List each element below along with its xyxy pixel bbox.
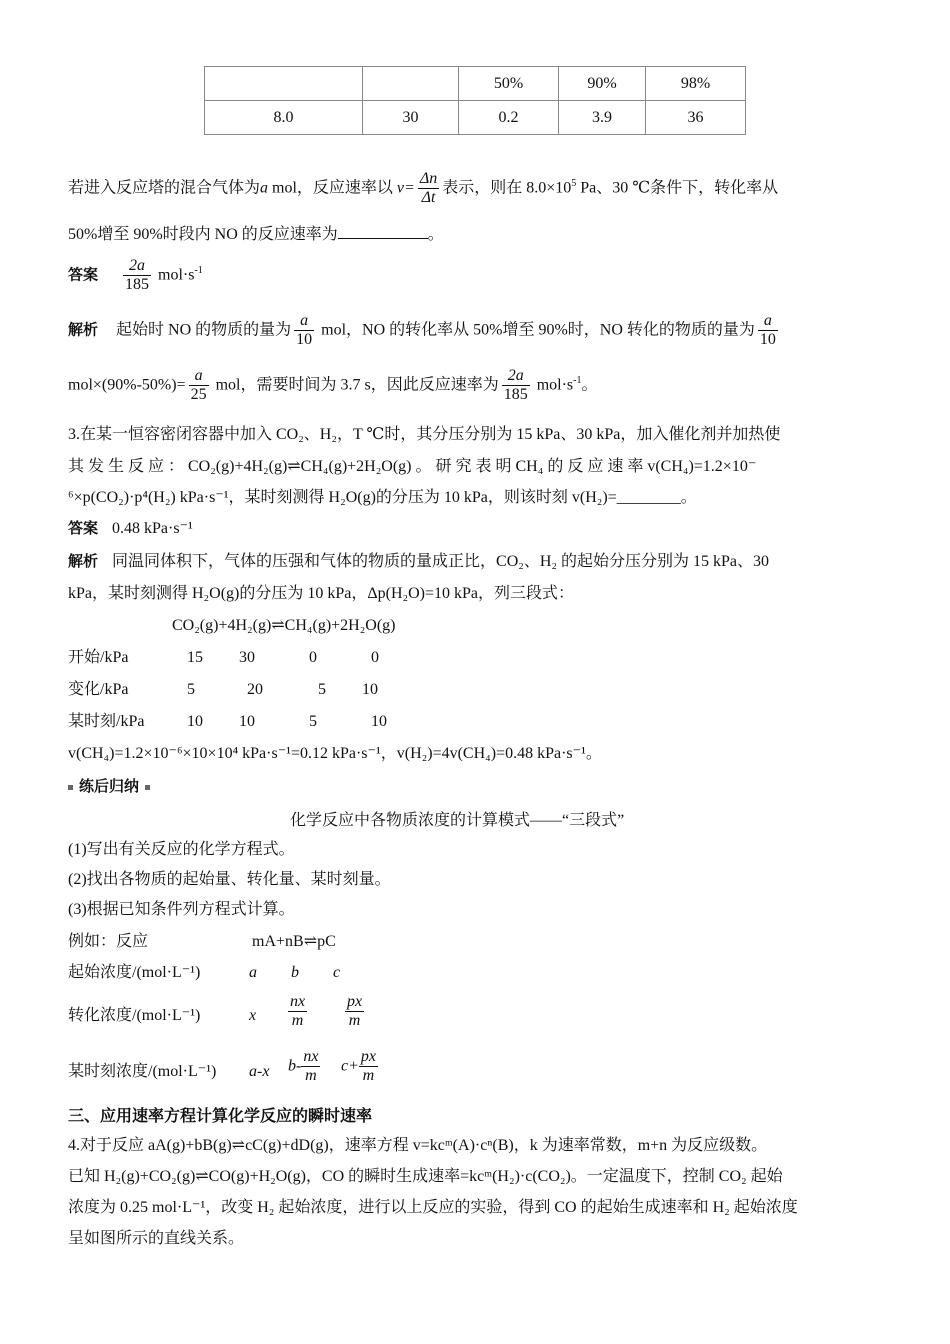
text: Pa、30 ℃条件下，转化率从: [576, 179, 779, 197]
fraction: [301, 1048, 320, 1086]
summary-step: (3)根据已知条件列方程式计算。: [68, 901, 295, 918]
q4-line3: 浓度为 0.25 mol·L⁻¹，改变 H₂ 起始浓度，进行以上反应的实验，得到 CO 的起始生成速率和 H₂ 起始浓度: [68, 1199, 798, 1216]
fraction: [359, 1048, 378, 1086]
text: 50%增至 90%时段内 NO 的反应速率为: [68, 226, 338, 243]
summary-title: 化学反应中各物质浓度的计算模式——“三段式”: [290, 812, 625, 829]
fraction: [502, 367, 530, 405]
stage-value: 10: [187, 713, 203, 730]
numerator: nx: [288, 993, 307, 1012]
q4-line4: 呈如图所示的直线关系。: [68, 1230, 245, 1247]
table-row: [205, 67, 746, 101]
analysis-3-line2: kPa，某时刻测得 H₂O(g)的分压为 10 kPa，Δp(H₂O)=10 kPa，列三段式：: [68, 585, 575, 602]
change-fraction-n: [288, 993, 307, 1031]
answer-label: 答案: [68, 265, 99, 284]
delta-fraction: [418, 170, 439, 208]
square-bullet-icon: [145, 785, 150, 790]
unit: mol·s: [158, 266, 195, 284]
analysis-label: 解析: [68, 320, 99, 339]
table-cell: 98%: [646, 67, 746, 101]
moment-conc-label: 某时刻浓度/(mol·L⁻¹): [68, 1063, 217, 1080]
table-cell: 0.2: [459, 101, 559, 135]
q4-line1: 4.对于反应 aA(g)+bB(g)⇌cC(g)+dD(g)，速率方程 v=kcᵐ(A)·cⁿ(B)，k 为速率常数，m+n 为反应级数。: [68, 1137, 768, 1154]
data-table: [204, 66, 746, 135]
square-bullet-icon: [68, 785, 73, 790]
q3-line2: 其 发 生 反 应 ： CO₂(g)+4H₂(g)⇌CH₄(g)+2H₂O(g) 。 研 究 表 明 CH₄ 的 反 应 速 率 v(CH₄)=1.2×10⁻: [68, 458, 757, 475]
fraction: [294, 312, 314, 350]
example-equation: mA+nB⇌pC: [252, 933, 336, 950]
analysis-3-result: v(CH₄)=1.2×10⁻⁶×10×10⁴ kPa·s⁻¹=0.12 kPa·s⁻¹，v(H₂)=4v(CH₄)=0.48 kPa·s⁻¹。: [68, 745, 602, 762]
numerator: 2a: [123, 257, 151, 276]
numerator: nx: [301, 1048, 320, 1067]
stage-value: 10: [371, 713, 387, 730]
exponent: -1: [194, 265, 203, 277]
numerator: px: [345, 993, 364, 1012]
text: mol×(90%-50%)=: [68, 376, 186, 394]
table-cell: 8.0: [205, 101, 363, 135]
denominator: 185: [125, 276, 150, 294]
denominator: 10: [296, 331, 313, 349]
summary-heading: [62, 777, 156, 796]
stage-value: 5: [309, 713, 317, 730]
denominator: m: [291, 1012, 304, 1030]
fraction: [288, 993, 307, 1031]
answer-value: 0.48 kPa·s⁻¹: [112, 520, 193, 537]
table-cell: [363, 67, 459, 101]
analysis-label: 解析: [68, 552, 99, 570]
q3-line1: 3.在某一恒容密闭容器中加入 CO₂、H₂，T ℃时，其分压分别为 15 kPa、30 kPa，加入催化剂并加热使: [68, 426, 781, 443]
initial-conc-label: 起始浓度/(mol·L⁻¹): [68, 964, 201, 981]
var-v: v=: [396, 179, 415, 197]
text: 同温同体积下，气体的压强和气体的物质的量成正比，CO₂、H₂ 的起始分压分别为 15 kPa、30: [112, 553, 769, 570]
fraction: [345, 993, 364, 1031]
exponent: 5: [571, 178, 577, 190]
q2-line1: [68, 170, 778, 208]
section-heading: 三、应用速率方程计算化学反应的瞬时速率: [68, 1106, 373, 1125]
text: c+: [341, 1057, 359, 1075]
numerator: Δn: [418, 170, 439, 189]
answer-2: [68, 257, 203, 295]
change-fraction-p: [345, 993, 364, 1031]
numerator: a: [189, 367, 209, 386]
exponent: -1: [573, 375, 582, 387]
table-cell: [205, 67, 363, 101]
text: 若进入反应塔的混合气体为: [68, 179, 261, 197]
initial-a: a: [249, 964, 257, 981]
table-cell: 30: [363, 101, 459, 135]
q2-line2: [68, 225, 444, 244]
stage-value: 20: [247, 681, 263, 698]
analysis-2-line2: [68, 367, 598, 405]
answer-fraction: [123, 257, 151, 295]
text: mol，需要时间为 3.7 s，因此反应速率为: [211, 376, 499, 394]
stage-value: 10: [239, 713, 255, 730]
table-cell: 90%: [559, 67, 646, 101]
summary-step: (1)写出有关反应的化学方程式。: [68, 841, 295, 858]
fraction: [189, 367, 209, 405]
table-cell: 3.9: [559, 101, 646, 135]
text: mol，NO 的转化率从 50%增至 90%时，NO 转化的物质的量为: [317, 321, 755, 339]
initial-b: b: [291, 964, 299, 981]
analysis-2-line1: [68, 312, 781, 350]
stage-value: 5: [318, 681, 326, 698]
change-conc-label: 转化浓度/(mol·L⁻¹): [68, 1007, 201, 1024]
table-row: [205, 101, 746, 135]
text: 表示，则在 8.0×10: [442, 179, 572, 197]
analysis-3-line1: [68, 552, 769, 571]
denominator: m: [348, 1012, 361, 1030]
text: 起始时 NO 的物质的量为: [116, 321, 292, 339]
numerator: a: [294, 312, 314, 331]
q4-line2: 已知 H₂(g)+CO₂(g)⇌CO(g)+H₂O(g)，CO 的瞬时生成速率=kcᵐ(H₂)·c(CO₂)。一定温度下，控制 CO₂ 起始: [68, 1168, 783, 1185]
moment-b: [288, 1048, 320, 1086]
stage-value: 0: [309, 649, 317, 666]
text: mol·s: [532, 376, 574, 394]
answer-3: [68, 519, 193, 538]
moment-a: a-x: [249, 1063, 270, 1080]
denominator: m: [362, 1067, 375, 1085]
numerator: px: [359, 1048, 378, 1067]
stage-label: 开始/kPa: [68, 649, 129, 666]
heading-text: 练后归纳: [79, 777, 140, 795]
text: 。: [427, 226, 444, 243]
text: b-: [288, 1057, 302, 1075]
denominator: Δt: [421, 189, 436, 207]
stage-value: 15: [187, 649, 203, 666]
three-stage-equation: CO₂(g)+4H₂(g)⇌CH₄(g)+2H₂O(g): [172, 617, 396, 634]
denominator: 185: [503, 386, 528, 404]
initial-c: c: [333, 964, 341, 981]
q3-line3: ⁶×p(CO₂)·p⁴(H₂) kPa·s⁻¹，某时刻测得 H₂O(g)的分压为 10 kPa，则该时刻 v(H₂)=________。: [68, 489, 697, 506]
stage-label: 变化/kPa: [68, 681, 129, 698]
answer-blank: [338, 226, 428, 239]
table-cell: 50%: [459, 67, 559, 101]
stage-value: 30: [239, 649, 255, 666]
change-x: x: [249, 1007, 257, 1024]
fraction: [758, 312, 778, 350]
stage-value: 0: [371, 649, 379, 666]
denominator: 25: [190, 386, 207, 404]
stage-label: 某时刻/kPa: [68, 713, 145, 730]
denominator: 10: [759, 331, 776, 349]
example-label: 例如：反应: [68, 933, 149, 950]
denominator: m: [305, 1067, 317, 1085]
answer-label: 答案: [68, 519, 99, 537]
moment-c: [341, 1048, 378, 1086]
var-a: a: [260, 179, 269, 197]
table-cell: 36: [646, 101, 746, 135]
summary-step: (2)找出各物质的起始量、转化量、某时刻量。: [68, 871, 391, 888]
text: mol，反应速率以: [268, 179, 397, 197]
stage-value: 5: [187, 681, 195, 698]
text: 。: [581, 376, 598, 394]
numerator: a: [758, 312, 778, 331]
numerator: 2a: [502, 367, 530, 386]
stage-value: 10: [362, 681, 378, 698]
